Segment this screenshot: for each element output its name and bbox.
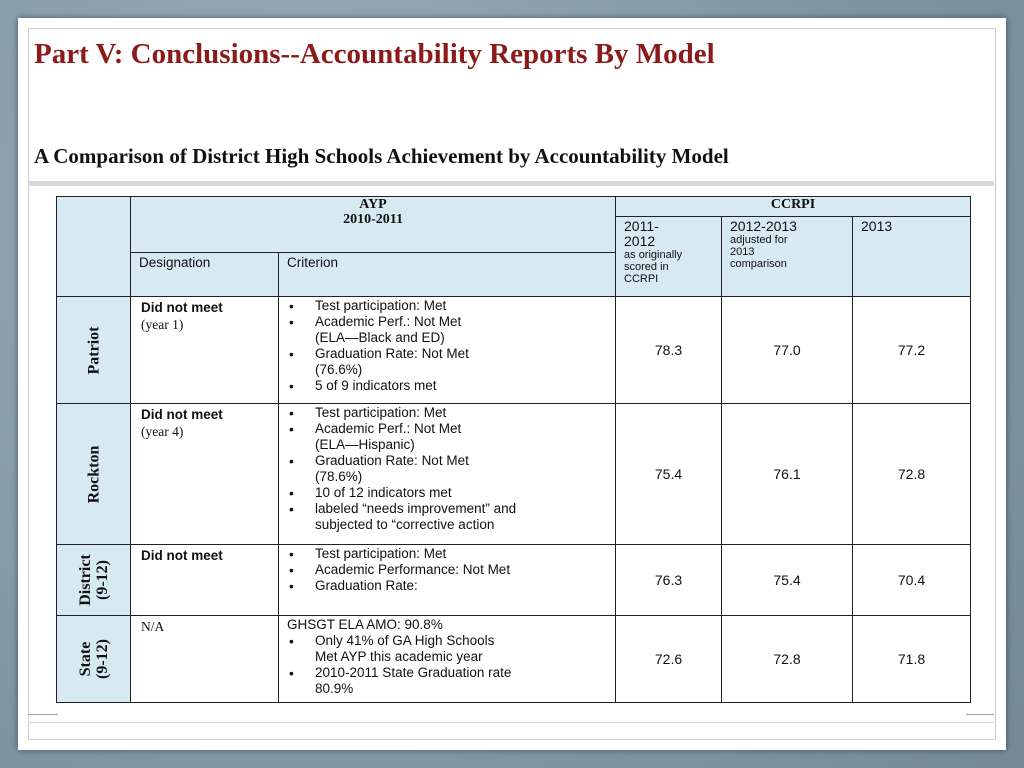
score-2012: 77.0 xyxy=(722,297,853,404)
year-header-2013 xyxy=(853,217,971,297)
designation-status: Did not meet xyxy=(141,548,223,563)
year-header-2012-note: adjusted for 2013 comparison xyxy=(730,234,788,270)
year-header-2012 xyxy=(722,217,853,297)
criterion-item: • Test participation: Met xyxy=(315,405,609,421)
criterion-intro: GHSGT ELA AMO: 90.8% xyxy=(287,617,443,632)
table-row xyxy=(57,616,971,703)
score-2013: 77.2 xyxy=(853,297,971,404)
slide xyxy=(18,18,1006,750)
ayp-header xyxy=(131,197,616,253)
designation-header: Designation xyxy=(131,253,279,297)
score-2013: 71.8 xyxy=(853,616,971,703)
table-row xyxy=(57,297,971,404)
score-2011: 72.6 xyxy=(616,616,722,703)
designation-note: N/A xyxy=(141,619,165,634)
criterion-item: • Only 41% of GA High Schools Met AYP this academic year xyxy=(315,633,609,665)
criterion-item: • Test participation: Met xyxy=(315,546,609,562)
score-2012: 75.4 xyxy=(722,545,853,616)
designation-cell xyxy=(131,404,279,545)
criterion-item: • Academic Performance: Not Met xyxy=(315,562,609,578)
year-header-2011-label: 2011- 2012 xyxy=(624,218,659,249)
row-label-text: State (9-12) xyxy=(76,639,111,679)
score-2012: 72.8 xyxy=(722,616,853,703)
ccrpi-header xyxy=(616,197,971,217)
year-header-2012-label: 2012-2013 xyxy=(730,218,797,234)
year-header-2013-label: 2013 xyxy=(861,218,893,234)
row-label-text: Patriot xyxy=(84,326,102,374)
criterion-header: Criterion xyxy=(279,253,616,297)
row-label-text: Rockton xyxy=(85,445,102,503)
score-2013: 70.4 xyxy=(853,545,971,616)
ccrpi-header-title: CCRPI xyxy=(770,197,816,212)
year-header-2011 xyxy=(616,217,722,297)
designation-cell xyxy=(131,545,279,616)
ayp-header-title: AYP xyxy=(359,197,387,212)
ayp-header-year: 2010-2011 xyxy=(343,212,403,227)
score-2011: 76.3 xyxy=(616,545,722,616)
criterion-item: • labeled “needs improvement” and subjected to “corrective action xyxy=(315,501,609,533)
criterion-item: • Graduation Rate: Not Met (78.6%) xyxy=(315,453,609,485)
row-label-text: District (9-12) xyxy=(76,554,111,606)
row-label-rockton xyxy=(57,404,131,545)
designation-status: Did not meet xyxy=(141,407,223,422)
criterion-item: • Test participation: Met xyxy=(315,298,609,314)
score-2013: 72.8 xyxy=(853,404,971,545)
criterion-item: • 5 of 9 indicators met xyxy=(315,378,609,394)
criterion-item: • Graduation Rate: Not Met (76.6%) xyxy=(315,346,609,378)
criterion-item: • 2010-2011 State Graduation rate 80.9% xyxy=(315,665,609,697)
table-row xyxy=(57,404,971,545)
criterion-cell xyxy=(279,404,616,545)
score-2012: 76.1 xyxy=(722,404,853,545)
designation-status: Did not meet xyxy=(141,300,223,315)
designation-cell xyxy=(131,616,279,703)
designation-note: (year 1) xyxy=(141,317,184,332)
criterion-item: • Academic Perf.: Not Met (ELA—Hispanic) xyxy=(315,421,609,453)
criterion-cell xyxy=(279,297,616,404)
designation-cell xyxy=(131,297,279,404)
corner-cell xyxy=(57,197,131,297)
criterion-item: • Graduation Rate: xyxy=(315,578,609,594)
slide-title: Part V: Conclusions--Accountability Reports By Model xyxy=(34,38,715,70)
slide-subtitle: A Comparison of District High Schools Achievement by Accountability Model xyxy=(34,144,729,168)
year-header-2011-note: as originally scored in CCRPI xyxy=(624,249,683,285)
comparison-table xyxy=(56,196,971,703)
criterion-item: • 10 of 12 indicators met xyxy=(315,485,609,501)
score-2011: 75.4 xyxy=(616,404,722,545)
designation-note: (year 4) xyxy=(141,424,184,439)
criterion-cell xyxy=(279,545,616,616)
footer-rules xyxy=(18,714,1006,726)
row-label-patriot xyxy=(57,297,131,404)
table-row xyxy=(57,545,971,616)
row-label-district xyxy=(57,545,131,616)
criterion-cell xyxy=(279,616,616,703)
divider-bar xyxy=(28,181,994,186)
score-2011: 78.3 xyxy=(616,297,722,404)
criterion-item: • Academic Perf.: Not Met (ELA—Black and ED) xyxy=(315,314,609,346)
row-label-state xyxy=(57,616,131,703)
